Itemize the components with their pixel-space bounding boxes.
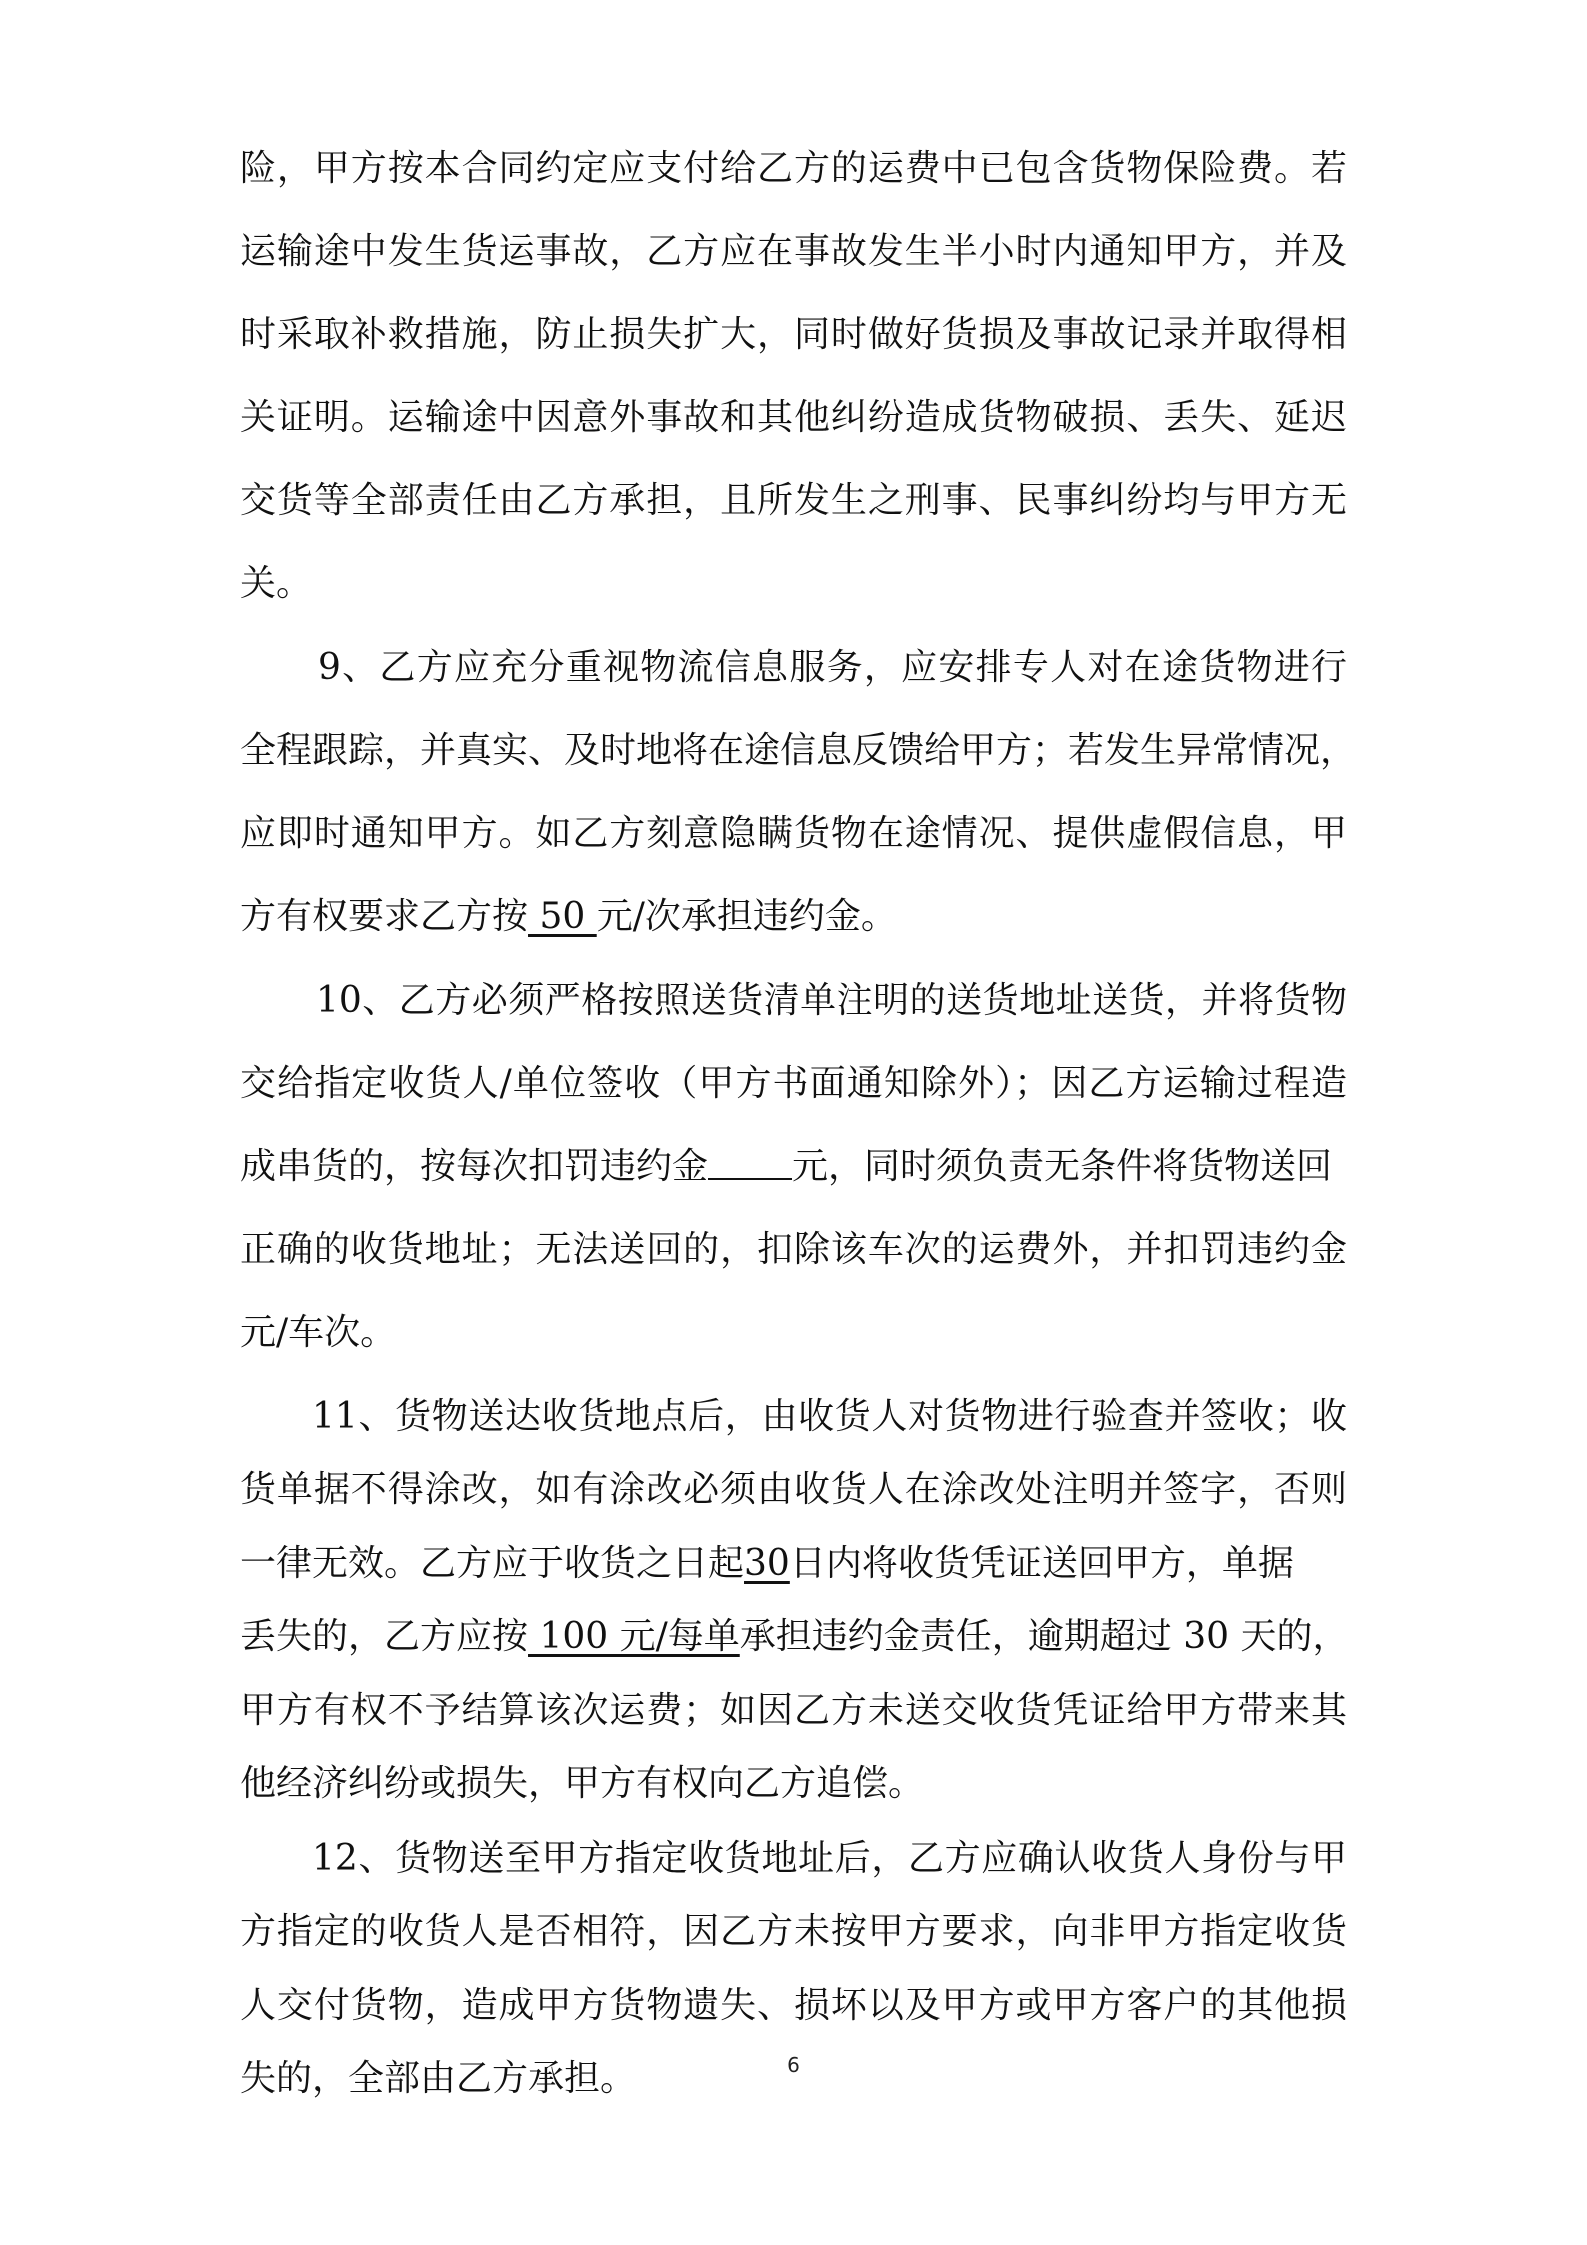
clause-10-first-line: 10、乙方必须严格按照送货清单注明的送货地址送货，并将货物: [316, 980, 1347, 1021]
text-run: 一律无效。乙方应于收货之日起: [240, 1543, 745, 1584]
text-run: 日内将收货凭证送回甲方，单据: [789, 1543, 1294, 1584]
clause-9-penalty-line: [240, 886, 1347, 948]
paragraph-line: 交货等全部责任由乙方承担，且所发生之刑事、民事纠纷均与甲方无: [240, 480, 1347, 521]
underlined-amount: 50: [528, 896, 597, 937]
paragraph-line: 关。: [240, 563, 313, 604]
paragraph-line: 人交付货物，造成甲方货物遗失、损坏以及甲方或甲方客户的其他损: [240, 1985, 1347, 2026]
text-run: 元/次承担违约金。: [596, 896, 897, 937]
paragraph-line: 货单据不得涂改，如有涂改必须由收货人在涂改处注明并签字，否则: [240, 1469, 1347, 1510]
page-number: 6: [787, 2053, 800, 2077]
clause-11-first-line: 11、货物送达收货地点后，由收货人对货物进行验查并签收；收: [312, 1396, 1347, 1437]
underlined-days: 30: [744, 1543, 790, 1584]
paragraph-line: 时采取补救措施，防止损失扩大，同时做好货损及事故记录并取得相: [240, 314, 1347, 355]
clause-11-days-line: [240, 1533, 1347, 1595]
text-run: 方有权要求乙方按: [240, 896, 529, 937]
paragraph-line: 正确的收货地址；无法送回的，扣除该车次的运费外，并扣罚违约金: [240, 1229, 1347, 1270]
paragraph-line: 险，甲方按本合同约定应支付给乙方的运费中已包含货物保险费。若: [240, 148, 1347, 189]
paragraph-line: 关证明。运输途中因意外事故和其他纠纷造成货物破损、丢失、延迟: [240, 397, 1347, 438]
text-run: 成串货的，按每次扣罚违约金: [240, 1146, 709, 1187]
clause-12-first-line: 12、货物送至甲方指定收货地址后，乙方应确认收货人身份与甲: [312, 1838, 1347, 1879]
clause-10-blank-line: [240, 1136, 1347, 1198]
paragraph-line: 元/车次。: [240, 1312, 397, 1353]
paragraph-line: 全程跟踪，并真实、及时地将在途信息反馈给甲方；若发生异常情况，: [240, 730, 1357, 771]
paragraph-line: 失的，全部由乙方承担。: [240, 2058, 637, 2099]
paragraph-line: 甲方有权不予结算该次运费；如因乙方未送交收货凭证给甲方带来其: [240, 1690, 1347, 1731]
clause-11-penalty-line: [240, 1606, 1347, 1668]
underlined-amount: 100 元/每单: [528, 1616, 740, 1657]
paragraph-line: 交给指定收货人/单位签收（甲方书面通知除外）；因乙方运输过程造: [240, 1063, 1347, 1104]
paragraph-line: 运输途中发生货运事故，乙方应在事故发生半小时内通知甲方，并及: [240, 231, 1347, 272]
blank-amount: [708, 1138, 792, 1180]
text-run: 丢失的，乙方应按: [240, 1616, 529, 1657]
text-run: 元，同时须负责无条件将货物送回: [792, 1146, 1333, 1187]
clause-9-first-line: 9、乙方应充分重视物流信息服务，应安排专人对在途货物进行: [318, 647, 1347, 688]
paragraph-line: 应即时通知甲方。如乙方刻意隐瞒货物在途情况、提供虚假信息，甲: [240, 813, 1347, 854]
paragraph-line: 方指定的收货人是否相符，因乙方未按甲方要求，向非甲方指定收货: [240, 1911, 1347, 1952]
paragraph-line: 他经济纠纷或损失，甲方有权向乙方追偿。: [240, 1763, 925, 1804]
text-run: 承担违约金责任，逾期超过 30 天的，: [739, 1616, 1349, 1657]
